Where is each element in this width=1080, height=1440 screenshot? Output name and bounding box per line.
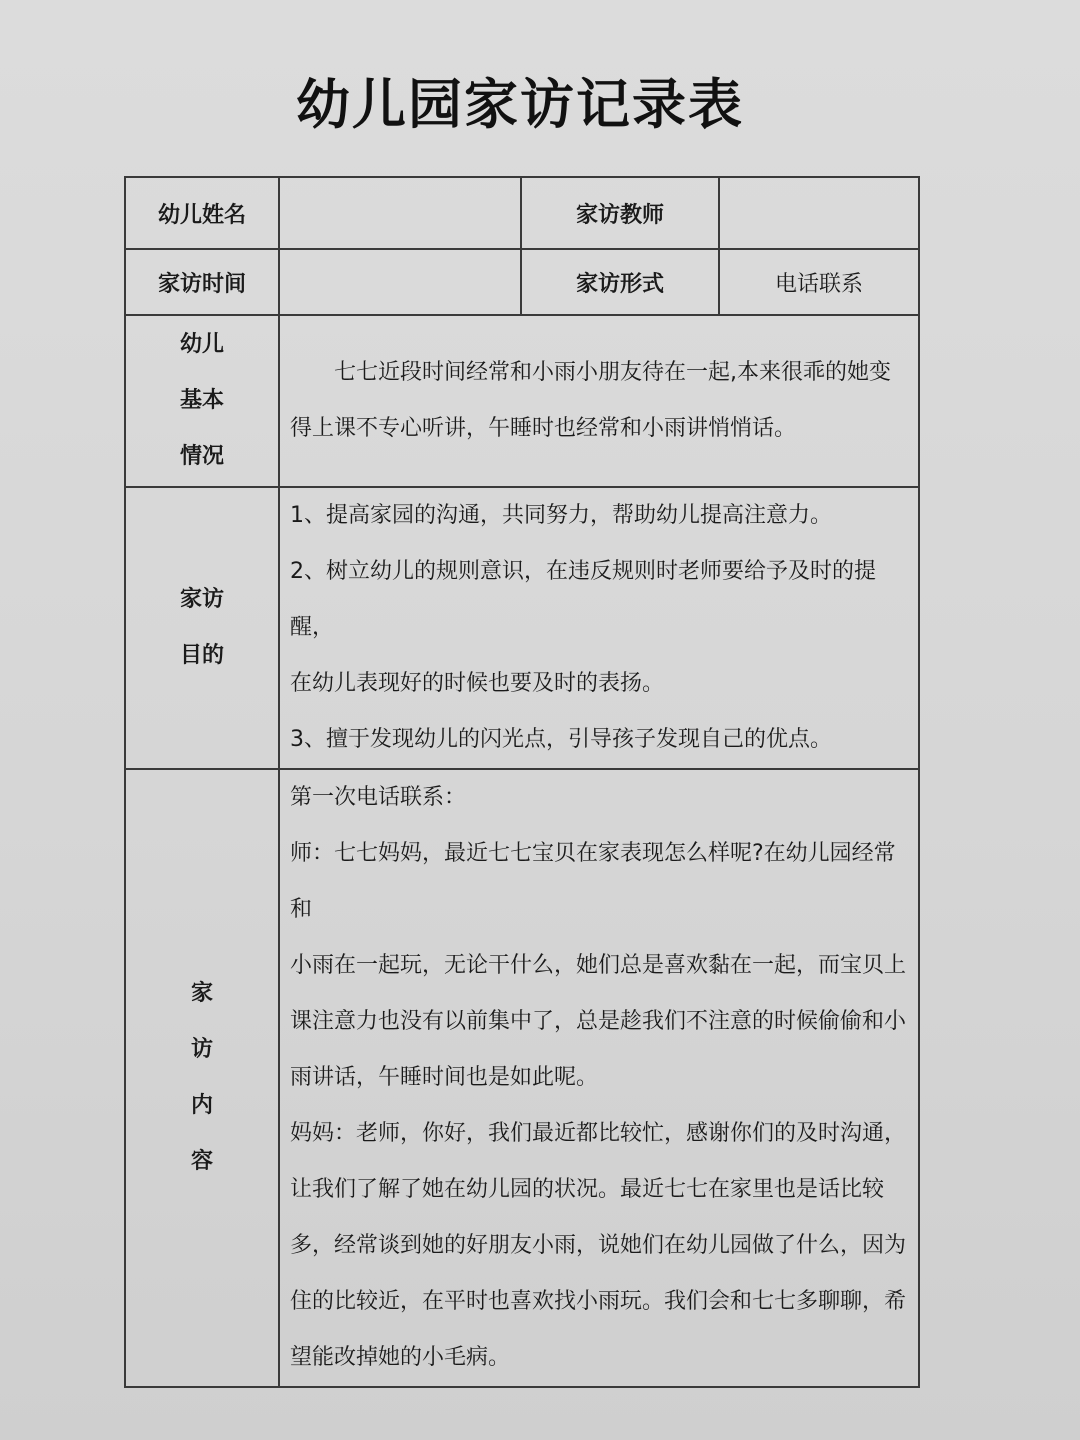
content-label-line: 访 (190, 1037, 213, 1062)
basic-line: 七七近段时间经常和小雨小朋友待在一起,本来很乖的她变 (334, 360, 891, 385)
row-visit-content (125, 769, 919, 1387)
content-label-line: 内 (190, 1093, 213, 1118)
purpose-content (279, 487, 919, 769)
content-line: 妈妈：老师，你好，我们最近都比较忙，感谢你们的及时沟通， (290, 1121, 907, 1146)
content-label (125, 769, 279, 1387)
content-line: 住的比较近，在平时也喜欢找小雨玩。我们会和七七多聊聊，希 (290, 1289, 907, 1314)
row-name-teacher (125, 177, 919, 249)
content-line: 师：七七妈妈，最近七七宝贝在家表现怎么样呢?在幼儿园经常 (290, 841, 896, 866)
content-line: 让我们了解了她在幼儿园的状况。最近七七在家里也是话比较 (290, 1177, 885, 1202)
content-line: 课注意力也没有以前集中了，总是趁我们不注意的时候偷偷和小 (290, 1009, 907, 1034)
row-purpose (125, 487, 919, 769)
basic-label-line: 幼儿 (179, 332, 224, 357)
child-name-label: 幼儿姓名 (125, 177, 279, 249)
basic-label-line: 基本 (179, 388, 224, 413)
purpose-line: 1、提高家园的沟通，共同努力，帮助幼儿提高注意力。 (290, 503, 832, 528)
content-line: 小雨在一起玩，无论干什么，她们总是喜欢黏在一起，而宝贝上 (290, 953, 907, 978)
purpose-line: 2、树立幼儿的规则意识，在违反规则时老师要给予及时的提醒， (290, 559, 876, 640)
teacher-label: 家访教师 (521, 177, 719, 249)
child-name-value (279, 177, 521, 249)
visit-form-label: 家访形式 (521, 249, 719, 315)
teacher-value (719, 177, 919, 249)
purpose-label-line: 家访 (179, 587, 224, 612)
visit-form-value: 电话联系 (719, 249, 919, 315)
row-basic-info (125, 315, 919, 487)
content-label-line: 家 (190, 981, 213, 1006)
content-line: 望能改掉她的小毛病。 (290, 1345, 511, 1370)
visit-time-value (279, 249, 521, 315)
content-label-line: 容 (190, 1149, 213, 1174)
purpose-line: 在幼儿表现好的时候也要及时的表扬。 (290, 671, 665, 696)
basic-label-line: 情况 (179, 444, 224, 469)
content-line: 雨讲话，午睡时间也是如此呢。 (290, 1065, 599, 1090)
page-title: 幼儿园家访记录表 (296, 73, 744, 136)
basic-line: 得上课不专心听讲，午睡时也经常和小雨讲悄悄话。 (290, 416, 797, 441)
content-line: 多，经常谈到她的好朋友小雨，说她们在幼儿园做了什么，因为 (290, 1233, 907, 1258)
content-line: 第一次电话联系： (290, 785, 467, 810)
purpose-label (125, 487, 279, 769)
visit-content (279, 769, 919, 1387)
purpose-label-line: 目的 (179, 643, 224, 668)
basic-info-content (279, 315, 919, 487)
visit-time-label: 家访时间 (125, 249, 279, 315)
visit-record-table (124, 176, 920, 1388)
content-line: 和 (290, 897, 313, 922)
purpose-line: 3、擅于发现幼儿的闪光点，引导孩子发现自己的优点。 (290, 727, 832, 752)
row-time-form (125, 249, 919, 315)
basic-info-label (125, 315, 279, 487)
